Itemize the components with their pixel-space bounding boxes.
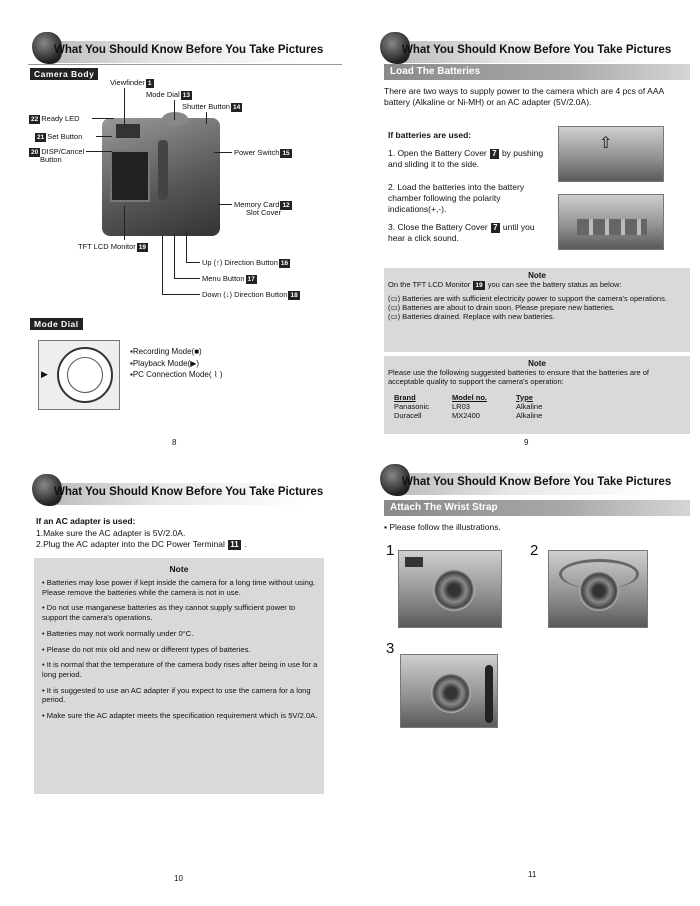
battery-precautions-note: Note • Batteries may lose power if kept inside the camera for a long time without using. Please remove the batteries while the camera is not in use. • Do not use manganese batteries as they cannot supply sufficient power to support the camera's operations. • Batteries may not work normally under 0°C. • Please do not mix old and new or different types of batteries. • It is normal that the temperature of the camera body rises after being in use for a long period. • It is suggested to use an AC adapter if you expect to use the camera for a long period. • Make sure the AC adapter meets the specification requirement which is 5V/2.0A. bbox=[34, 558, 324, 794]
page-number: 8 bbox=[172, 438, 177, 447]
list-item: • Make sure the AC adapter meets the specification requirement which is 5V/2.0A. bbox=[42, 711, 318, 721]
step-2: 2. Load the batteries into the battery chamber following the polarity indications(+,-). bbox=[388, 182, 525, 215]
page-header bbox=[380, 26, 686, 64]
page-header bbox=[32, 26, 338, 64]
page-header bbox=[380, 458, 686, 496]
wrist-strap bbox=[485, 665, 493, 723]
viewfinder-window bbox=[116, 124, 140, 138]
page-10 bbox=[6, 454, 348, 902]
status-empty: (▭) Batteries drained. Replace with new batteries. bbox=[388, 312, 555, 322]
page-number: 11 bbox=[528, 870, 537, 879]
battery-status-note: Note On the TFT LCD Monitor 19 you can see the battery status as below: (▭) Batteries are with sufficient electricity power to support the camera's operations. (▭) Batteries are about to drain soon. Please prepare new batteries. (▭) Batteries drained. Replace with new batteries. bbox=[384, 268, 690, 352]
mode-dial-knob bbox=[162, 112, 188, 126]
mode-dial-label: Mode Dial bbox=[30, 318, 83, 330]
step-3: 3. Close the Battery Cover 7 until you hear a click sound. bbox=[388, 222, 535, 244]
table-row: Panasonic LR03 Alkaline bbox=[394, 401, 543, 411]
page-number: 9 bbox=[524, 438, 529, 447]
status-full: (▭) Batteries are with sufficient electricity power to support the camera's operations. bbox=[388, 293, 667, 303]
camera-body-label: Camera Body bbox=[30, 68, 98, 80]
if-batteries-heading: If batteries are used: bbox=[388, 130, 472, 140]
page-8: What You Should Know Before You Take Pictures Camera Body Viewfinder 1 Mode Dial 13 Shutter Button 14 22 Ready LED 21 Set Button 20 DISP/Cancel Button Power Switch 15 Memory Card 12 Slot Cover TFT LCD Monitor 19 Up (↑) Direction Button 16 Menu Button 17 Down (↓) Direction Button 18 Mode Dial ▶ ▪Recording Mode(■) ▪Playback Mode(▶) ▪PC Connection Mode( ⌇ ) 8 bbox=[6, 6, 348, 454]
battery-table bbox=[394, 393, 576, 420]
precautions-list bbox=[34, 574, 324, 721]
battery-cover-photo bbox=[558, 126, 664, 182]
step-number: 2 bbox=[530, 542, 539, 559]
section-load-batteries: Load The Batteries bbox=[384, 64, 690, 80]
list-item: • It is normal that the temperature of the camera body rises after being in use for a long period. bbox=[42, 660, 318, 680]
step-1: 1. Open the Battery Cover 7 by pushing and sliding it to the side. bbox=[388, 148, 544, 170]
list-item: • Please do not mix old and new or different types of batteries. bbox=[42, 644, 251, 654]
list-item: • Do not use manganese batteries as they cannot supply sufficient power to support the camera's operations. bbox=[42, 603, 296, 623]
suggested-batteries-note: Note Please use the following suggested batteries to ensure that the batteries are of acceptable quality to support the camera's operation: Brand Model no. Type Panasonic LR03 Alkaline Duracell MX2400 Alkaline bbox=[384, 356, 690, 434]
page-header bbox=[32, 468, 338, 506]
mode-recording: ▪Recording Mode(■) bbox=[130, 347, 202, 356]
camera-body-illustration bbox=[102, 118, 220, 236]
ac-step-2: 2.Plug the AC adapter into the DC Power Terminal 11 . bbox=[36, 539, 247, 549]
page-number: 10 bbox=[174, 874, 183, 883]
header-title: What You Should Know Before You Take Pictures bbox=[402, 476, 672, 488]
ac-adapter-heading: If an AC adapter is used: bbox=[36, 516, 136, 526]
dial-pointer-icon: ▶ bbox=[41, 369, 48, 379]
table-row: Duracell MX2400 Alkaline bbox=[394, 410, 543, 420]
header-title: What You Should Know Before You Take Pictures bbox=[54, 44, 324, 56]
step-number: 1 bbox=[386, 542, 395, 559]
section-wrist-strap: Attach The Wrist Strap bbox=[384, 500, 690, 516]
mode-playback: ▪Playback Mode(▶) bbox=[130, 358, 200, 368]
strap-instruction: ▪ Please follow the illustrations. bbox=[384, 522, 501, 532]
strap-arrow bbox=[559, 559, 639, 589]
strap-step-1-photo bbox=[398, 550, 502, 628]
table-header: Brand Model no. Type bbox=[394, 392, 533, 402]
mode-pc-connection: ▪PC Connection Mode( ⌇ ) bbox=[130, 370, 223, 380]
header-title: What You Should Know Before You Take Pictures bbox=[54, 486, 324, 498]
page-11 bbox=[354, 454, 696, 902]
battery-intro: There are two ways to supply power to the camera which are 4 pcs of AAA battery (Alkaline or Ni-MH) or an AC adapter (5V/2.0A). bbox=[384, 86, 664, 108]
arrow-up-icon: ⇧ bbox=[599, 135, 613, 152]
list-item: • It is suggested to use an AC adapter if you expect to use the camera for a long period. bbox=[42, 685, 311, 705]
status-low: (▭) Batteries are about to drain soon. Please prepare new batteries. bbox=[388, 302, 615, 312]
list-item: • Batteries may lose power if kept inside the camera for a long time without using. Please remove the batteries while the camera is not in use. bbox=[42, 578, 316, 597]
battery-chamber-photo bbox=[558, 194, 664, 250]
page-9 bbox=[354, 6, 696, 454]
lcd-screen bbox=[110, 150, 150, 202]
strap-step-3-photo bbox=[400, 654, 498, 728]
ac-step-1: 1.Make sure the AC adapter is 5V/2.0A. bbox=[36, 528, 186, 538]
strap-step-2-photo bbox=[548, 550, 648, 628]
mode-dial-illustration bbox=[38, 340, 120, 410]
list-item: • Batteries may not work normally under 0°C. bbox=[42, 628, 194, 638]
header-title: What You Should Know Before You Take Pictures bbox=[402, 44, 672, 56]
step-number: 3 bbox=[386, 640, 395, 657]
